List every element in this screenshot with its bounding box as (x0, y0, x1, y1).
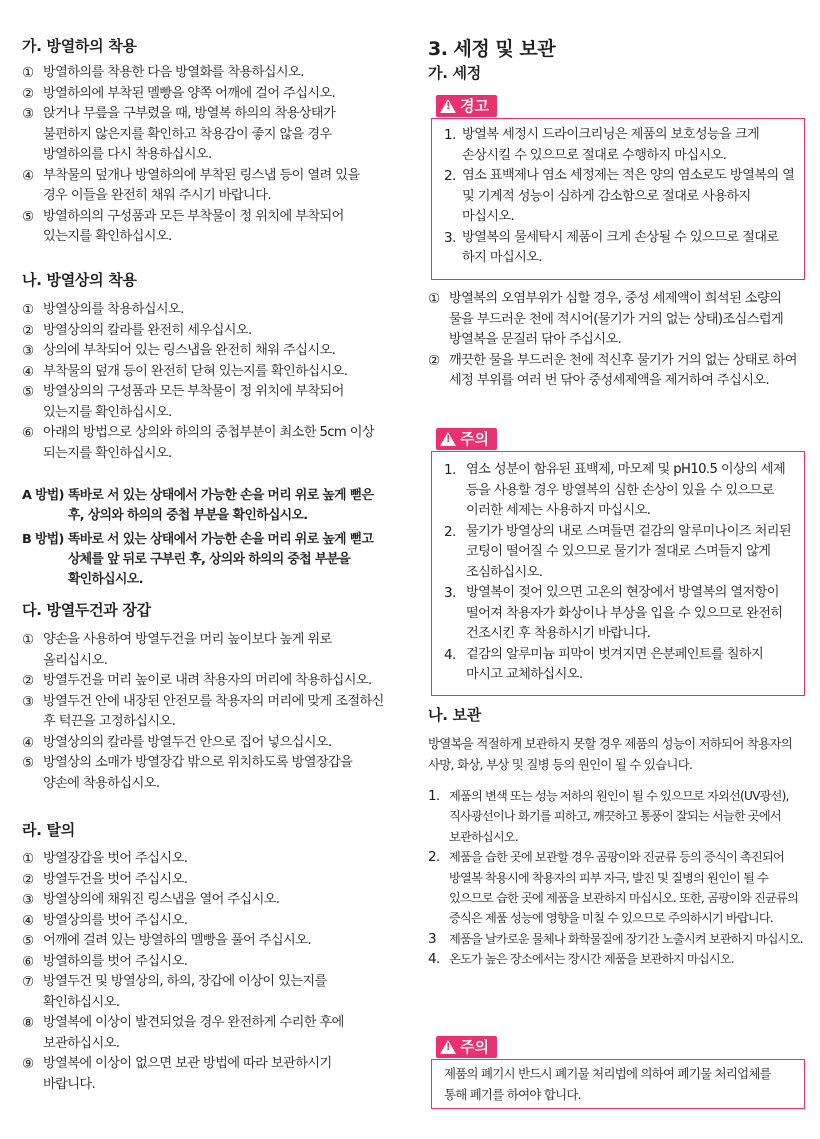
list-item: ① 방열복의 오염부위가 심할 경우, 중성 세제액이 희석된 소량의 물을 부드러운 천에 적시어(물기가 거의 없는 상태)조심스럽게 방열복을 문질러 닦아 주십시오. (428, 291, 784, 347)
list-item: 2. 염소 표백제나 염소 세정제는 적은 양의 염소로도 방열복의 열 및 기계적 성능이 심하게 감소함으로 절대로 사용하지 마십시오. (444, 168, 795, 224)
list-item: 4. 온도가 높은 장소에서는 장시간 제품을 보관하지 마십시오. (428, 951, 734, 968)
list-item: ④ 방열상의의 칼라를 방열두건 안으로 집어 넣으십시오. (22, 734, 332, 751)
caution-list (444, 460, 794, 686)
warning-triangle-icon (440, 99, 456, 113)
section-title-ga: 가. 방열하의 착용 (22, 37, 137, 55)
list-item: 1. 방열복 세정시 드라이크리닝은 제품의 보호성능을 크게 손상시킬 수 있으므로 절대로 수행하지 마십시오. (444, 127, 760, 163)
list-item: ⑤ 방열상의의 구성품과 모든 부착물이 정 위치에 부착되어 있는지를 확인하십시오. (22, 384, 344, 420)
list-item: ① 방열상의를 착용하십시오. (22, 302, 184, 318)
list-item: ④ 부착물의 덮개나 방열하의에 부착된 링스냅 등이 열려 있을 경우 이들을 완전히 채워 주시기 바랍니다. (22, 167, 360, 203)
wash-list (428, 289, 806, 392)
list-item: ② 방열상의의 칼라를 완전히 세우십시오. (22, 322, 252, 339)
list-item: ② 방열하의에 부착된 멜빵을 양쪽 어깨에 걸어 주십시오. (22, 85, 336, 102)
list-item: ④ 방열상의를 벗어 주십시오. (22, 912, 188, 929)
caution2-label: 주의 (460, 1038, 489, 1056)
list-item: ⑨ 방열복에 이상이 없으면 보관 방법에 따라 보관하시기 바랍니다. (22, 1056, 332, 1092)
section-title-na: 나. 방열상의 착용 (22, 271, 137, 289)
caution2-badge (436, 1036, 497, 1058)
section-title-storage: 나. 보관 (428, 706, 481, 724)
storage-list (428, 786, 806, 970)
list-item: ③ 방열상의에 채워진 링스냅을 열어 주십시오. (22, 892, 280, 908)
list-item: 2. 제품을 습한 곳에 보관할 경우 곰팡이와 진균류 등의 증식이 촉진되어 방열복 착용시에 착용자의 피부 자극, 발진 및 질병의 원인이 될 수 있으므로 습한 곳에 제품을 보관하지 마십시오. 또한, 곰팡이와 진균류의 증식은 제품 성능에 영향을 미칠 수 있으므로 주의하시기 바랍니다. (428, 849, 798, 926)
list-item: ① 양손을 사용하여 방열두건을 머리 높이보다 높게 위로 올리십시오. (22, 632, 332, 668)
caution2-box (431, 1059, 805, 1109)
caution-label: 주의 (460, 430, 489, 448)
caution-box (431, 451, 805, 696)
list-ga (22, 63, 384, 248)
method-b: B 방법) 똑바로 서 있는 상태에서 가능한 손을 머리 위로 높게 뻗고 상체를 앞 뒤로 구부린 후, 상의와 하의의 중첩 부분을 확인하십시오. (22, 532, 374, 587)
list-item: ⑥ 방열하의를 벗어 주십시오. (22, 953, 188, 970)
list-item: 1. 제품의 변색 또는 성능 저하의 원인이 될 수 있으므로 자외선(UV광선), 직사광선이나 화기를 피하고, 깨끗하고 통풍이 잘되는 서늘한 곳에서 보관하십시오. (428, 788, 789, 844)
warning-list (444, 125, 796, 269)
list-item: ⑦ 방열두건 및 방열상의, 하의, 장갑에 이상이 있는지를 확인하십시오. (22, 974, 327, 1010)
storage-intro: 방열복을 적절하게 보관하지 못할 경우 제품의 성능이 저하되어 착용자의 사망, 화상, 부상 및 질병 등의 원인이 될 수 있습니다. (428, 736, 792, 772)
list-item: ① 방열장갑을 벗어 주십시오. (22, 851, 188, 867)
method-a: A 방법) 똑바로 서 있는 상태에서 가능한 손을 머리 위로 높게 뻗은 후, 상의와 하의의 중첩 부분을 확인하십시오. (22, 488, 374, 523)
list-item: ② 방열두건을 머리 높이로 내려 착용자의 머리에 착용하십시오. (22, 673, 372, 689)
list-item: ⑤ 어깨에 걸려 있는 방열하의 멜빵을 풀어 주십시오. (22, 933, 311, 949)
warning-box (431, 118, 805, 280)
caution2-triangle-icon (440, 1040, 456, 1054)
caution-triangle-icon (440, 432, 456, 446)
caution2-text: 제품의 폐기시 반드시 폐기물 처리법에 의하여 폐기물 처리업체를 통해 폐기를 하여야 합니다. (444, 1066, 771, 1102)
list-item: 3. 방열복의 물세탁시 제품이 크게 손상될 수 있으므로 절대로 하지 마십시오. (444, 229, 779, 265)
list-ra (22, 849, 384, 1095)
list-item: 3 제품을 날카로운 물체나 화학물질에 장기간 노출시켜 보관하지 마십시오. (428, 930, 803, 947)
list-da (22, 630, 384, 794)
list-item: ④ 부착물의 덮개 등이 완전히 닫혀 있는지를 확인하십시오. (22, 363, 348, 380)
caution-badge (436, 428, 497, 450)
main-title: 3. 세정 및 보관 (428, 38, 556, 60)
list-item: ⑥ 아래의 방법으로 상의와 하의의 중첩부분이 최소한 5cm 이상 되는지를 확인하십시오. (22, 425, 375, 461)
section-title-da: 다. 방열두건과 장갑 (22, 601, 151, 619)
list-item: 3. 방열복이 젖어 있으면 고온의 현장에서 방열복의 열저항이 떨어져 착용자가 화상이나 부상을 입을 수 있으므로 완전히 건조시킨 후 착용하시기 바랍니다. (444, 585, 783, 641)
list-item: 2. 물기가 방열상의 내로 스며들면 겉감의 알루미나이즈 처리된 코팅이 떨어질 수 있으므로 물기가 절대로 스며들지 않게 조심하십시오. (444, 523, 792, 580)
warning-label: 경고 (460, 97, 489, 115)
list-item: ② 깨끗한 물을 부드러운 천에 적신후 물기가 거의 없는 상태로 하여 세정 부위를 여러 번 닦아 중성세제액을 제거하여 주십시오. (428, 352, 797, 388)
list-item: ⑤ 방열상의 소매가 방열장갑 밖으로 위치하도록 방열장갑을 양손에 착용하십시오. (22, 755, 353, 791)
list-item: ③ 앉거나 무릎을 구부렸을 때, 방열복 하의의 착용상태가 불편하지 않은지를 확인하고 착용감이 좋지 않을 경우 방열하의를 다시 착용하십시오. (22, 106, 336, 162)
section-title-ra: 라. 탈의 (22, 821, 75, 839)
list-item: ③ 방열두건 안에 내장된 안전모를 착용자의 머리에 맞게 조절하신 후 턱끈을 고정하십시오. (22, 693, 384, 729)
list-item: ② 방열두건을 벗어 주십시오. (22, 871, 188, 888)
list-item: 4. 겉감의 알루미늄 피막이 벗겨지면 은분페인트를 칠하지 마시고 교체하십시오. (444, 646, 764, 682)
list-item: ⑧ 방열복에 이상이 발견되었을 경우 완전하게 수리한 후에 보관하십시오. (22, 1015, 344, 1051)
list-item: ③ 상의에 부착되어 있는 링스냅을 완전히 채워 주십시오. (22, 343, 336, 359)
list-na (22, 300, 384, 464)
warning-badge (436, 95, 497, 117)
section-title-wash: 가. 세정 (428, 64, 481, 82)
list-item: ⑤ 방열하의의 구성품과 모든 부착물이 정 위치에 부착되어 있는지를 확인하십시오. (22, 208, 344, 244)
list-item: 1. 염소 성분이 함유된 표백제, 마모제 및 pH10.5 이상의 세제 등을 사용할 경우 방열복의 심한 손상이 있을 수 있으므로 이러한 세제는 사용하지 마십시오. (444, 462, 786, 518)
list-item: ① 방열하의를 착용한 다음 방열화를 착용하십시오. (22, 65, 304, 81)
